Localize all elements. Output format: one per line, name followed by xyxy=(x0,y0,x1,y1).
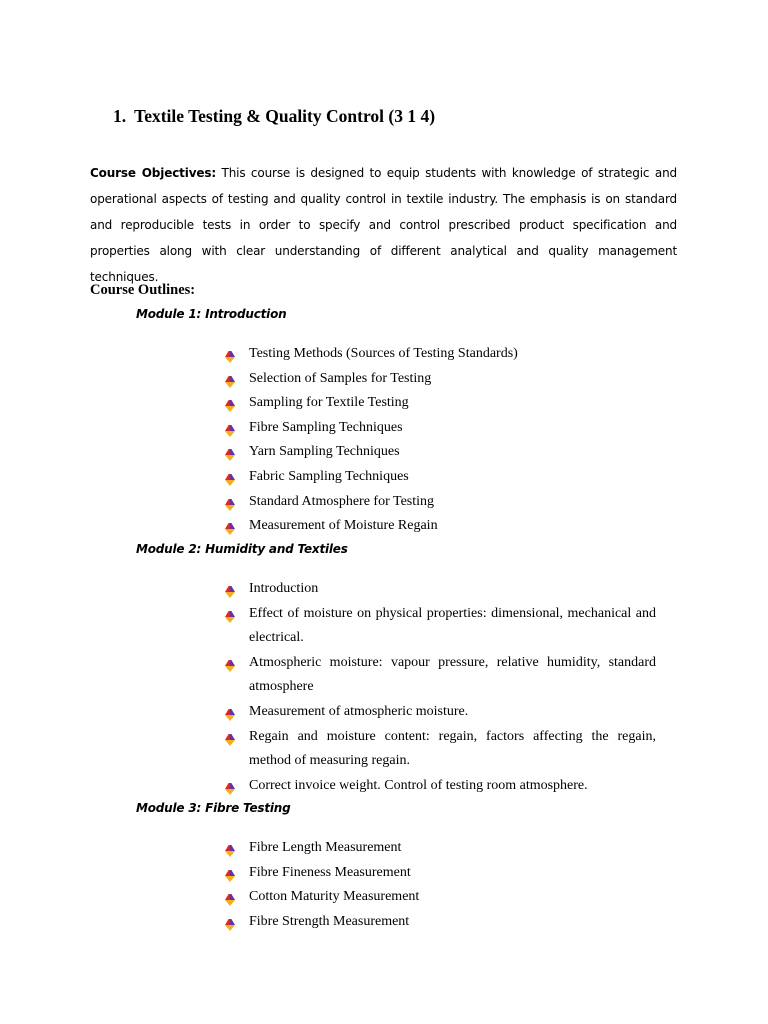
list-item xyxy=(224,391,656,416)
course-number: 1. xyxy=(113,106,127,126)
list-item xyxy=(224,367,656,392)
list-item-text: Selection of Samples for Testing xyxy=(249,370,432,386)
list-item xyxy=(224,725,656,774)
list-item-text: Fibre Length Measurement xyxy=(249,840,402,855)
list-item xyxy=(224,774,656,799)
course-objectives-text: This course is designed to equip students with knowledge of strategic and operational aspects of testing and quality control in textile industry. The emphasis is on standard and reproducible tests in order to specify and control prescribed product specification and properties along with clear understanding of different analytical and quality management techniques. xyxy=(90,166,677,284)
module-2-list xyxy=(224,577,656,798)
arrow-down-bullet-icon xyxy=(224,348,236,360)
list-item xyxy=(224,342,656,367)
module-1-list xyxy=(224,342,656,539)
list-item xyxy=(224,651,656,700)
list-item-text: Sampling for Textile Testing xyxy=(249,395,409,411)
arrow-down-bullet-icon xyxy=(224,867,236,879)
list-item-text: Standard Atmosphere for Testing xyxy=(249,493,435,509)
course-objectives xyxy=(90,160,677,290)
list-item xyxy=(224,577,656,602)
arrow-down-bullet-icon xyxy=(224,422,236,434)
arrow-down-bullet-icon xyxy=(224,608,236,620)
course-title-text: Textile Testing & Quality Control (3 1 4) xyxy=(134,106,436,126)
list-item-text: Cotton Maturity Measurement xyxy=(249,889,420,905)
list-item-text: Fibre Fineness Measurement xyxy=(249,864,411,880)
list-item xyxy=(224,490,656,515)
list-item xyxy=(224,514,656,539)
arrow-down-bullet-icon xyxy=(224,397,236,409)
course-title xyxy=(113,106,435,127)
arrow-down-bullet-icon xyxy=(224,496,236,508)
arrow-down-bullet-icon xyxy=(224,446,236,458)
list-item-text: Fibre Strength Measurement xyxy=(249,913,410,929)
list-item-text: Regain and moisture content: regain, factors affecting the regain, method of measuring regain. xyxy=(249,728,656,769)
list-item xyxy=(224,416,656,441)
list-item xyxy=(224,861,656,886)
list-item xyxy=(224,910,656,935)
list-item-text: Atmospheric moisture: vapour pressure, relative humidity, standard atmosphere xyxy=(249,654,656,695)
list-item xyxy=(224,440,656,465)
list-item-text: Effect of moisture on physical properties: dimensional, mechanical and electrical. xyxy=(249,605,656,646)
arrow-down-bullet-icon xyxy=(224,520,236,532)
list-item xyxy=(224,602,656,651)
arrow-down-bullet-icon xyxy=(224,373,236,385)
arrow-down-bullet-icon xyxy=(224,780,236,792)
list-item xyxy=(224,700,656,725)
module-3-list xyxy=(224,836,656,934)
arrow-down-bullet-icon xyxy=(224,583,236,595)
module-1-title: Module 1: Introduction xyxy=(136,307,287,321)
list-item-text: Testing Methods (Sources of Testing Standards) xyxy=(249,346,518,361)
module-2-title: Module 2: Humidity and Textiles xyxy=(136,542,348,556)
arrow-down-bullet-icon xyxy=(224,731,236,743)
course-objectives-label: Course Objectives: xyxy=(90,166,217,180)
arrow-down-bullet-icon xyxy=(224,916,236,928)
list-item xyxy=(224,465,656,490)
list-item-text: Fibre Sampling Techniques xyxy=(249,419,403,435)
arrow-down-bullet-icon xyxy=(224,706,236,718)
module-3-title: Module 3: Fibre Testing xyxy=(136,801,291,815)
arrow-down-bullet-icon xyxy=(224,471,236,483)
list-item-text: Measurement of Moisture Regain xyxy=(249,518,438,534)
list-item xyxy=(224,885,656,910)
arrow-down-bullet-icon xyxy=(224,891,236,903)
list-item-text: Correct invoice weight. Control of testing room atmosphere. xyxy=(249,777,588,793)
arrow-down-bullet-icon xyxy=(224,657,236,669)
course-outlines-label: Course Outlines: xyxy=(90,282,196,298)
list-item-text: Yarn Sampling Techniques xyxy=(249,444,400,460)
list-item-text: Introduction xyxy=(249,581,319,596)
list-item-text: Fabric Sampling Techniques xyxy=(249,468,409,484)
list-item xyxy=(224,836,656,861)
arrow-down-bullet-icon xyxy=(224,842,236,854)
list-item-text: Measurement of atmospheric moisture. xyxy=(249,703,469,719)
